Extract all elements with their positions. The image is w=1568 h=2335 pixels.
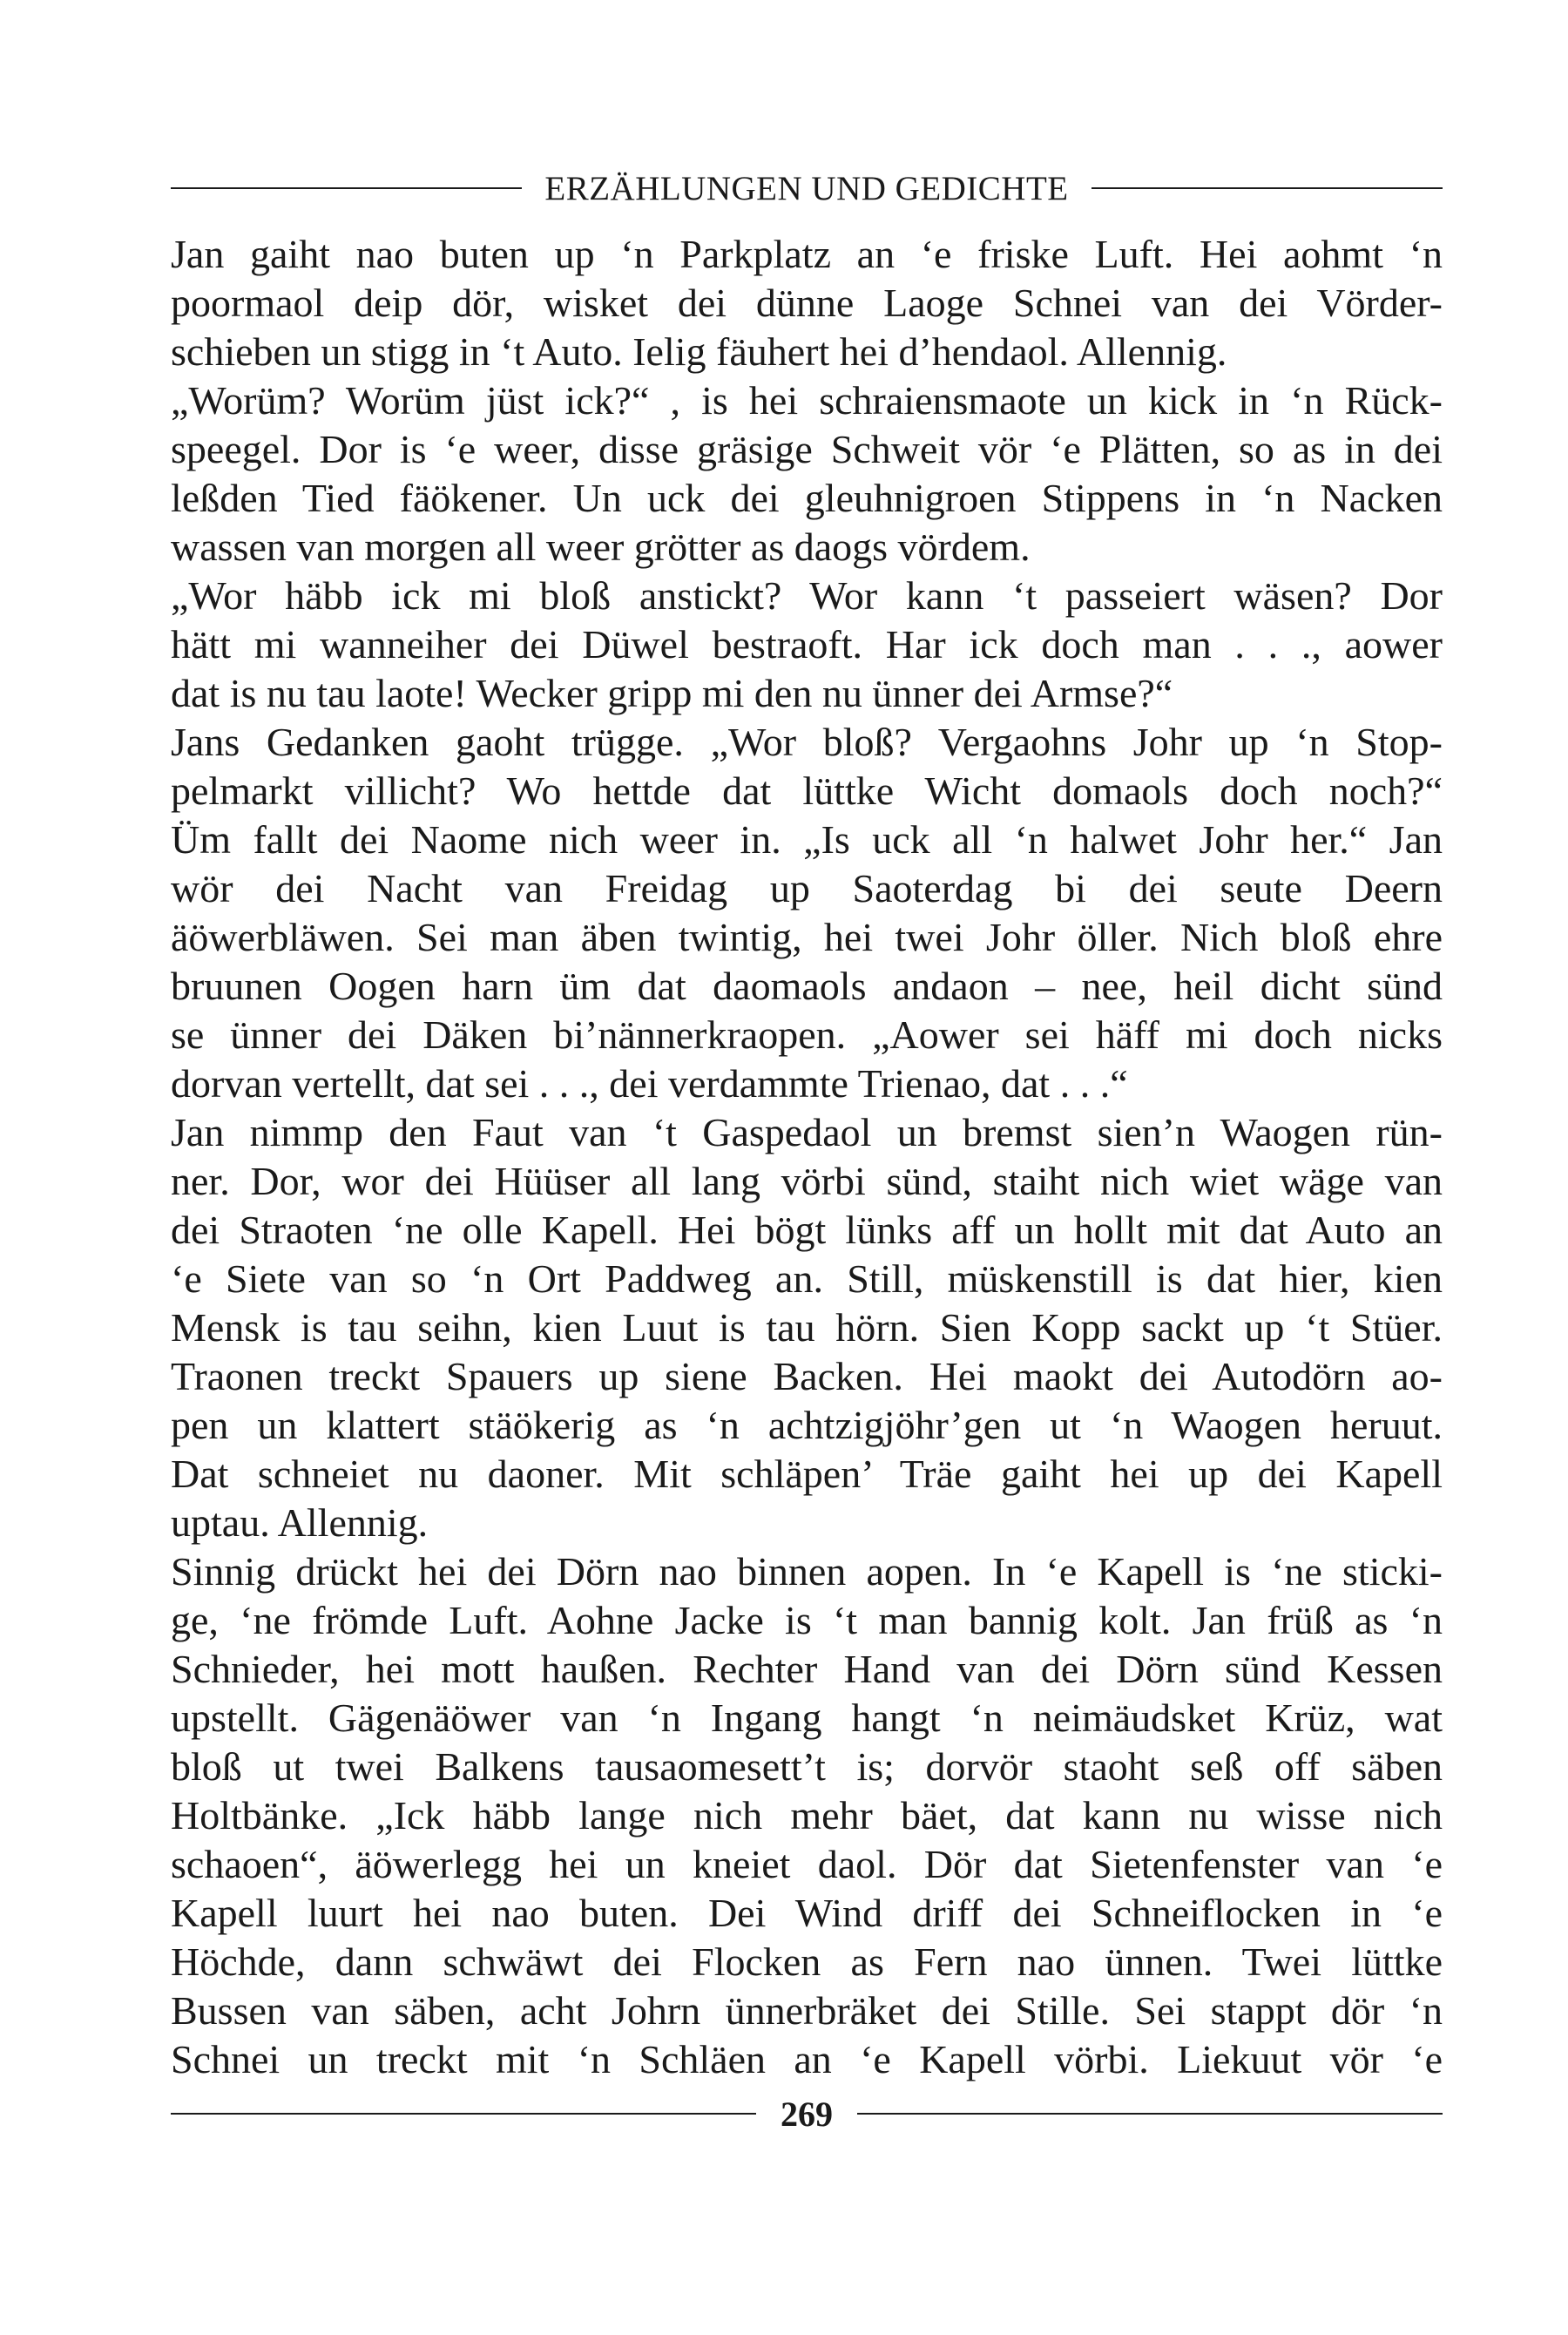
text-line: schaoen“, äöwerlegg hei un kneiet daol. Dör dat Sietenfenster van ‘e [171, 1842, 1443, 1886]
text-line: Kapell luurt hei nao buten. Dei Wind driff dei Schneiflocken in ‘e [171, 1891, 1443, 1935]
text-line: Sinnig drückt hei dei Dörn nao binnen aopen. In ‘e Kapell is ‘ne sticki- [171, 1549, 1443, 1594]
text-line: Jan nimmp den Faut van ‘t Gaspedaol un bremst sien’n Waogen rün- [171, 1110, 1443, 1154]
text-line: „Wor häbb ick mi bloß anstickt? Wor kann ‘t passeiert wäsen? Dor [171, 573, 1443, 618]
text-line: Schnei un treckt mit ‘n Schläen an ‘e Kapell vörbi. Liekuut vör ‘e [171, 2037, 1443, 2081]
text-line: Üm fallt dei Naome nich weer in. „Is uck all ‘n halwet Johr her.“ Jan [171, 817, 1443, 862]
text-line: Dat schneiet nu daoner. Mit schläpen’ Träe gaiht hei up dei Kapell [171, 1452, 1443, 1496]
text-line: hätt mi wanneiher dei Düwel bestraoft. Har ick doch man . . ., aower [171, 622, 1443, 667]
text-line: bruunen Oogen harn üm dat daomaols andaon – nee, heil dicht sünd [171, 964, 1443, 1008]
text-line: dorvan vertellt, dat sei . . ., dei verdammte Trienao, dat . . .“ [171, 1061, 1128, 1106]
text-line: Jan gaiht nao buten up ‘n Parkplatz an ‘e friske Luft. Hei aohmt ‘n [171, 232, 1443, 276]
text-line: se ünner dei Däken bi’nännerkraopen. „Aower sei häff mi doch nicks [171, 1012, 1443, 1057]
footer-rule-left [171, 2113, 756, 2115]
header-rule-right [1092, 187, 1443, 189]
text-line: dat is nu tau laote! Wecker gripp mi den nu ünner dei Armse?“ [171, 671, 1173, 715]
text-line: bloß ut twei Balkens tausaomesett’t is; dorvör staoht seß off säben [171, 1744, 1443, 1789]
text-line: Bussen van säben, acht Johrn ünnerbräket dei Stille. Sei stappt dör ‘n [171, 1988, 1443, 2033]
footer-rule-right [857, 2113, 1443, 2115]
body-text [171, 230, 1443, 2084]
running-title: ERZÄHLUNGEN UND GEDICHTE [544, 169, 1069, 207]
text-line: Mensk is tau seihn, kien Luut is tau hörn. Sien Kopp sackt up ‘t Stüer. [171, 1305, 1443, 1350]
text-line: pen un klattert stäökerig as ‘n achtzigjöhr’gen ut ‘n Waogen heruut. [171, 1403, 1443, 1447]
text-line: ‘e Siete van so ‘n Ort Paddweg an. Still, müskenstill is dat hier, kien [171, 1256, 1443, 1301]
text-line: äöwerbläwen. Sei man äben twintig, hei twei Johr öller. Nich bloß ehre [171, 915, 1443, 959]
text-line: schieben un stigg in ‘t Auto. Ielig fäuhert hei d’hendaol. Allennig. [171, 329, 1227, 374]
text-line: ner. Dor, wor dei Hüüser all lang vörbi sünd, staiht nich wiet wäge van [171, 1159, 1443, 1203]
text-line: poormaol deip dör, wisket dei dünne Laoge Schnei van dei Vörder- [171, 281, 1443, 325]
text-line: Schnieder, hei mott haußen. Rechter Hand van dei Dörn sünd Kessen [171, 1647, 1443, 1691]
text-line: Jans Gedanken gaoht trügge. „Wor bloß? Vergaohns Johr up ‘n Stop- [171, 720, 1443, 764]
page-number: 269 [781, 2094, 833, 2134]
text-line: wör dei Nacht van Freidag up Saoterdag bi dei seute Deern [171, 866, 1443, 910]
text-line: speegel. Dor is ‘e weer, disse gräsige Schweit vör ‘e Plätten, so as in dei [171, 427, 1443, 471]
text-line: leßden Tied fäökener. Un uck dei gleuhnigroen Stippens in ‘n Nacken [171, 476, 1443, 520]
text-line: Höchde, dann schwäwt dei Flocken as Fern nao ünnen. Twei lüttke [171, 1939, 1443, 1984]
running-header [171, 166, 1443, 211]
text-line: „Worüm? Worüm jüst ick?“ , is hei schraiensmaote un kick in ‘n Rück- [171, 378, 1443, 423]
text-line: wassen van morgen all weer grötter as daogs vördem. [171, 525, 1031, 569]
text-line: dei Straoten ‘ne olle Kapell. Hei bögt lünks aff un hollt mit dat Auto an [171, 1208, 1443, 1252]
text-line: Holtbänke. „Ick häbb lange nich mehr bäet, dat kann nu wisse nich [171, 1793, 1443, 1838]
text-line: uptau. Allennig. [171, 1500, 429, 1545]
text-line: ge, ‘ne frömde Luft. Aohne Jacke is ‘t man bannig kolt. Jan früß as ‘n [171, 1598, 1443, 1642]
header-rule-left [171, 187, 522, 189]
page-footer [171, 2089, 1443, 2138]
text-line: pelmarkt villicht? Wo hettde dat lüttke Wicht domaols doch noch?“ [171, 768, 1443, 813]
text-line: Traonen treckt Spauers up siene Backen. Hei maokt dei Autodörn ao- [171, 1354, 1443, 1398]
text-line: upstellt. Gägenäöwer van ‘n Ingang hangt ‘n neimäudsket Krüz, wat [171, 1695, 1443, 1740]
